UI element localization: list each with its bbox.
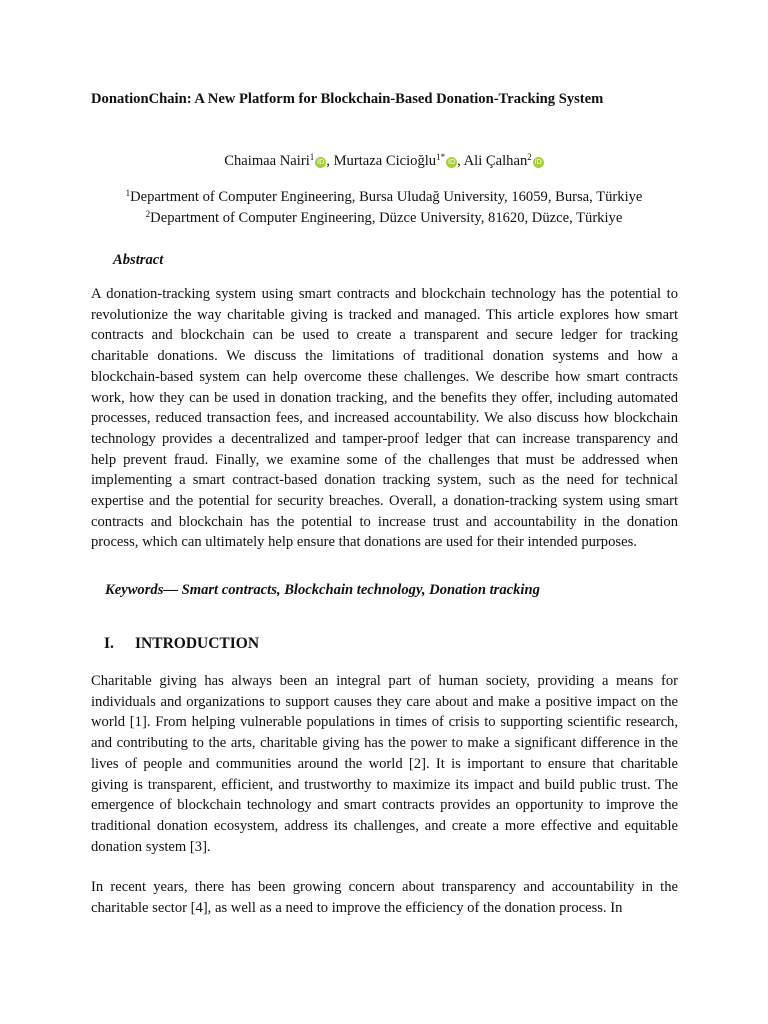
author-affiliation-mark: 2 bbox=[527, 152, 532, 162]
section-number: I. bbox=[104, 635, 114, 652]
author-name: Chaimaa Nairi bbox=[224, 153, 310, 169]
abstract-text: A donation-tracking system using smart contracts and blockchain technology has the potential to revolutionize the way charitable giving is tracked and managed. This article explores how smart contracts and blockchain can be used to create a transparent and secure ledger for tracking charitable donations. We discuss the limitations of traditional donation systems and how a blockchain-based system can help overcome these challenges. We describe how smart contracts work, how they can be used in donation tracking, and the benefits they offer, including automated processes, reduced transaction fees, and increased accountability. We also discuss how blockchain technology provides a decentralized and tamper-proof ledger that can increase transparency and help prevent fraud. Finally, we examine some of the challenges that must be addressed when implementing a smart contract-based donation tracking system, such as the need for technical expertise and the potential for security breaches. Overall, a donation-tracking system using smart contracts and blockchain has the potential to increase trust and accountability in the donation process, which can ultimately help ensure that donations are used for their intended purposes. bbox=[91, 286, 678, 551]
orcid-icon[interactable]: iD bbox=[534, 158, 542, 166]
author-affiliation-mark: 1* bbox=[436, 152, 446, 162]
keywords-line: Keywords— Smart contracts, Blockchain technology, Donation tracking bbox=[105, 582, 540, 598]
author-3 bbox=[464, 153, 544, 169]
intro-paragraph-1: Charitable giving has always been an integral part of human society, providing a means for individuals and organizations to support causes they care about and make a positive impact on the world [1]. From helping vulnerable populations in times of crisis to supporting scientific research, and contributing to the arts, charitable giving has the power to make a significant difference in the lives of people and communities around the world [2]. It is important to ensure that charitable giving is transparent, efficient, and trustworthy to maximize its impact and build public trust. The emergence of blockchain technology and smart contracts provides an opportunity to improve the traditional donation ecosystem, address its challenges, and create a more effective and equitable donation system [3]. bbox=[91, 673, 678, 855]
affiliation-1 bbox=[0, 189, 768, 206]
section-heading-introduction bbox=[104, 635, 259, 653]
affiliation-mark: 2 bbox=[145, 209, 151, 219]
author-name: Ali Çalhan bbox=[463, 153, 528, 169]
section-title: INTRODUCTION bbox=[135, 635, 260, 652]
paper-title: DonationChain: A New Platform for Blockchain-Based Donation-Tracking System bbox=[91, 91, 604, 107]
orcid-icon[interactable]: iD bbox=[317, 158, 325, 166]
abstract-heading: Abstract bbox=[113, 252, 164, 268]
orcid-icon[interactable]: iD bbox=[447, 158, 456, 166]
author-name: Murtaza Cicioğlu bbox=[333, 153, 437, 169]
author-list bbox=[0, 153, 768, 170]
affiliation-2 bbox=[0, 210, 768, 227]
intro-paragraph-2: In recent years, there has been growing concern about transparency and accountability in the charitable sector [4], as well as a need to improve the efficiency of the donation process. In bbox=[91, 879, 678, 916]
affiliation-text: Department of Computer Engineering, Bursa Uludağ University, 16059, Bursa, Türkiye bbox=[130, 189, 643, 205]
author-2: Murtaza Cicioğlu$^{1*}$ iD , bbox=[333, 152, 464, 169]
affiliation-mark: 1 bbox=[125, 188, 131, 198]
author-affiliation-mark: 1 bbox=[309, 152, 315, 162]
affiliation-text: Department of Computer Engineering, Düzce University, 81620, Düzce, Türkiye bbox=[150, 210, 623, 226]
author-1: Chaimaa Nairi$^1$ iD , bbox=[224, 152, 334, 169]
